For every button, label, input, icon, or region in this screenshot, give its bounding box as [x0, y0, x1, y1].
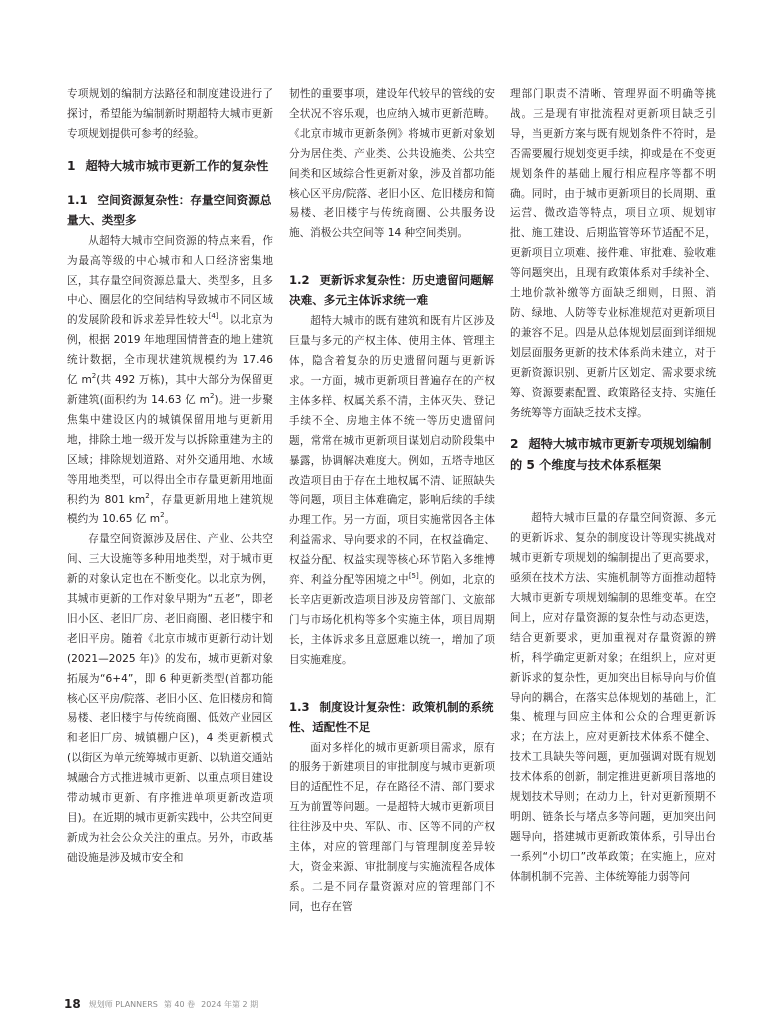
- subsection-1-1-heading: [67, 190, 273, 230]
- citation-ref: [4]: [208, 312, 219, 321]
- section-2-heading: [510, 434, 716, 476]
- paragraph-continued: 韧性的重要事项，建设年代较早的管线的安全状况不容乐观，也应纳入城市更新范畴。《北京市城市更新条例》将城市更新对象划分为居住类、产业类、公共设施类、公共空间类和区域综合性更新对象，涉及首都功能核心区平房/院落、老旧小区、危旧楼房和简易楼、老旧楼宇与传统商圈、公共服务设施、消极公共空间等 14 种空间类别。: [289, 88, 495, 240]
- subsection-1-1-number: 1.1: [67, 192, 88, 207]
- paragraph-five-dimensions: 超特大城市巨量的存量空间资源、多元的更新诉求、复杂的制度设计等现实挑战对城市更新专项规划的编制提出了更高要求，亟须在技术方法、实施机制等方面推动超特大城市更新专项规划编制的思维变革。在空间上，应对存量资源的复杂性与动态更迭，结合更新要求，更加重视对存量资源的辨析，科学确定更新对象；在组织上，应对更新诉求的复杂性，更加突出目标导向与价值导向的耦合，在落实总体规划的基础上，汇集、梳理与回应主体和公众的合理更新诉求；在方法上，应对更新技术体系不健全、技术工具缺失等问题，更加强调对既有规划技术体系的创新，制定推进更新项目落地的规划技术导则；在动力上，针对更新预期不明朗、链条长与堵点多等问题，更加突出问题导向，搭建城市更新政策体系，引导出台一系列“小切口”改革政策；在实施上，应对体制机制不完善、主体统筹能力弱等问: [510, 512, 716, 883]
- paragraph-update-demands: 超特大城市的既有建筑和既有片区涉及巨量与多元的产权主体、使用主体、管理主体，隐含着复杂的历史遗留问题与更新诉求。一方面，城市更新项目普遍存在的产权主体多样、权属关系不清，主体灭失、登记手续不全、房地主体不统一等历史遗留问题，常常在城市更新项目谋划启动阶段集中暴露，协调解决难度大。例如，五塔寺地区改造项目由于存在土地权属不清、证照缺失等问题，项目主体难确定，影响后续的手续办理工作。另一方面，项目实施常因各主体利益需求、导向要求的不同，在权益确定、权益分配、权益实现等核心环节陷入多维博弈、利益分配等困境之中[5]。例如，北京的长辛店更新改造项目涉及房管部门、文旅部门与市场化机构等多个实施主体，项目周期长，主体诉求多且意愿难以统一，增加了项目实施难度。: [289, 315, 496, 666]
- unit-superscript: 2: [160, 511, 165, 520]
- column-left: [67, 85, 273, 869]
- section-2-number: 2: [510, 437, 519, 452]
- unit-superscript: 2: [91, 372, 97, 381]
- page-number: 18: [64, 997, 81, 1011]
- column-middle: [289, 85, 495, 918]
- section-1-title: 超特大城市城市更新工作的复杂性: [85, 158, 269, 173]
- section-2-title: 超特大城市城市更新专项规划编制的 5 个维度与技术体系框架: [510, 437, 712, 473]
- subsection-1-2-title: 更新诉求复杂性：历史遗留问题解决难、多元主体诉求统一难: [289, 273, 494, 308]
- paragraph-space-resources: 从超特大城市空间资源的特点来看，作为最高等级的中心城市和人口经济密集地区，其存量空间资源总量大、类型多，且多中心、圈层化的空间结构导致城市不同区域的发展阶段和诉求差异性较大[4]。以北京为例，根据 2019 年地理国情普查的地上建筑统计数据，全市现状建筑规模约为 17.46 亿 $m^2$(共 492 万栋)，其中大部分为保留更新建筑(面积约为 14.63 亿 $m^2$)。进一步聚焦集中建设区内的城镇保留用地与更新用地，排除土地一级开发与以拆除重建为主的区域；排除规划道路、对外交通用地、水域等用地类型，可以得出全市存量更新用地面积约为 801 $km^2$，存量更新用地上建筑规模约为 10.65 亿 $m^2$。: [67, 234, 274, 526]
- journal-name: 规划师 PLANNERS: [88, 999, 158, 1009]
- journal-issue: 2024 年第 2 期: [201, 999, 259, 1009]
- subsection-1-3-title: 制度设计复杂性：政策机制的系统性、适配性不足: [289, 699, 494, 734]
- section-1-number: 1: [67, 158, 76, 173]
- intro-paragraph: 专项规划的编制方法路径和制度建设进行了探讨，希望能为编制新时期超特大城市更新专项规划提供可参考的经验。: [67, 88, 273, 140]
- section-1-heading: [67, 156, 273, 177]
- paragraph-continued: 理部门职责不清晰、管理界面不明确等挑战。三是现有审批流程对更新项目缺乏引导，当更新方案与既有规划条件不符时，是否需要履行规划变更手续，抑或是在不变更规划条件的基础上履行相应程序等都不明确。同时，由于城市更新项目的长周期、重运营、微改造等特点，项目立项、规划审批、施工建设、后期监管等环节适配不足，更新项目立项难、接件难、审批难、验收难等问题突出，且现有政策体系对手续补全、土地价款补缴等方面缺乏细则，日照、消防、绿地、人防等专业标准规范对更新项目的兼容不足。四是从总体规划层面到详细规划层面服务更新的技术体系尚未建立，对于更新资源识别、更新片区划定、需求要求统筹、资源要素配置、政策路径支持、实施任务统筹等方面缺乏技术支撑。: [510, 88, 716, 419]
- subsection-1-3-number: 1.3: [289, 699, 310, 714]
- unit-superscript: 2: [210, 391, 215, 400]
- journal-volume: 第 40 卷: [163, 999, 196, 1009]
- column-right: [510, 85, 716, 888]
- citation-ref: [5]: [408, 572, 419, 581]
- subsection-1-3-heading: [289, 697, 495, 737]
- subsection-1-2-number: 1.2: [289, 273, 310, 288]
- subsection-1-2-heading: [289, 270, 495, 310]
- subsection-1-1-title: 空间资源复杂性：存量空间资源总量大、类型多: [67, 192, 272, 227]
- paragraph-institutional-design: 面对多样化的城市更新项目需求，原有的服务于新建项目的审批制度与城市更新项目的适配性不足，存在路径不清、部门要求互为前置等问题。一是超特大城市更新项目往往涉及中央、军队、市、区等不同的产权主体，对应的管理部门与管理制度差异较大，资金来源、审批制度与实施流程各成体系。二是不同存量资源对应的管理部门不同，也存在管: [289, 741, 495, 913]
- unit-superscript: 2: [145, 491, 150, 500]
- paragraph-update-objects: 存量空间资源涉及居住、产业、公共空间、三大设施等多种用地类型，对于城市更新的对象认定也在不断变化。以北京为例，其城市更新的工作对象早期为“五老”，即老旧小区、老旧厂房、老旧商圈、老旧楼宇和老旧平房。随着《北京市城市更新行动计划(2021—2025 年)》的发布，城市更新对象拓展为“6+4”，即 6 种更新类型(首都功能核心区平房/院落、老旧小区、危旧楼房和简易楼、老旧楼宇与传统商圈、低效产业园区和老旧厂房、城镇棚户区)，4 类更新模式(以街区为单元统筹城市更新、以轨道交通站城融合方式推进城市更新、以重点项目建设带动城市更新、有序推进单项更新改造项目)。在近期的城市更新实践中，公共空间更新成为社会公众关注的重点。另外，市政基础设施是涉及城市安全和: [67, 533, 273, 864]
- page-footer: [64, 996, 258, 1012]
